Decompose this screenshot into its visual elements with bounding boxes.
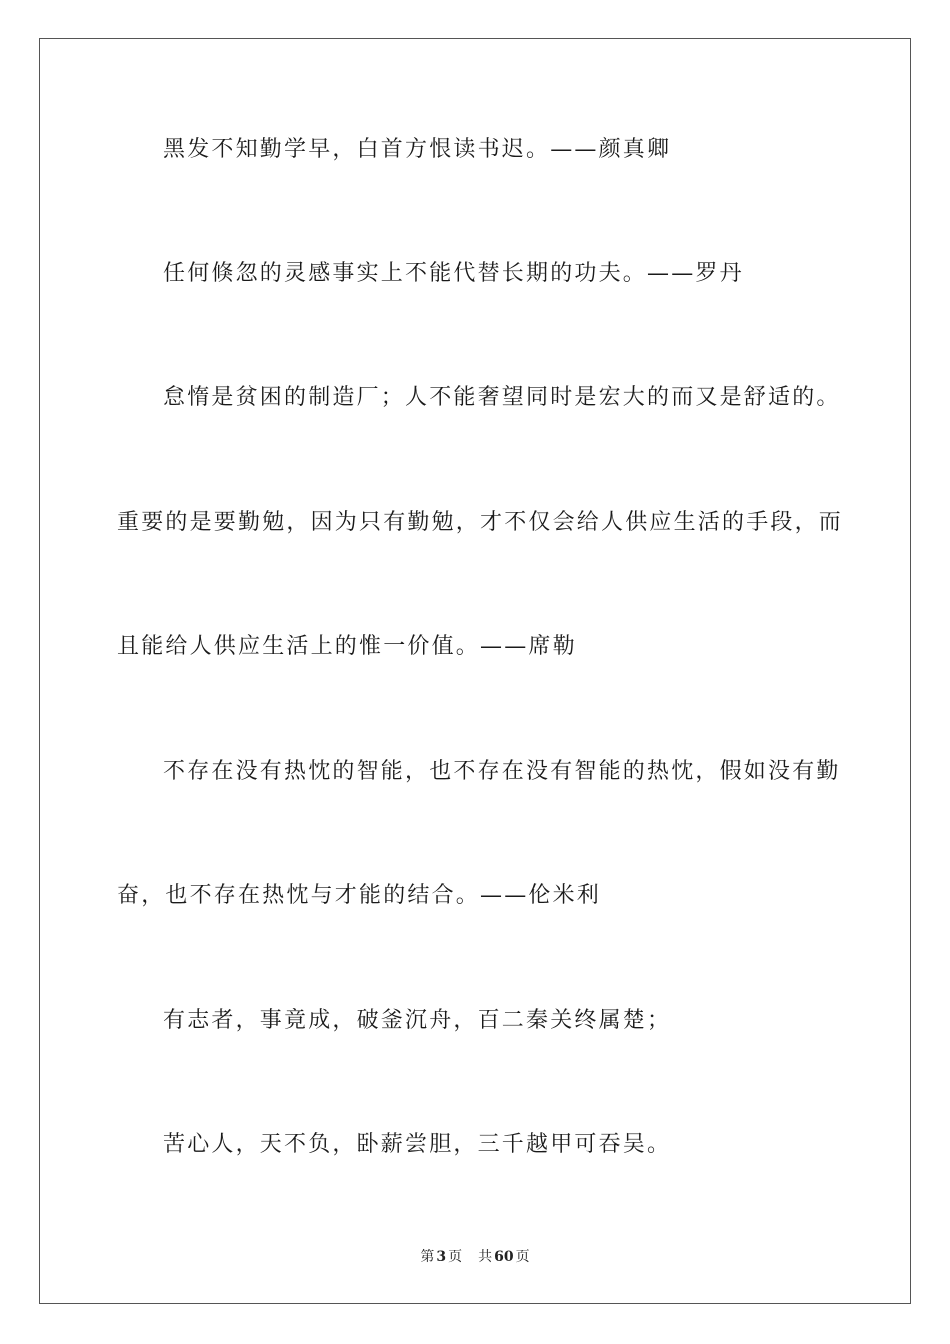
quote-line-8: 有志者，事竟成，破釜沉舟，百二秦关终属楚； [163, 1008, 672, 1033]
total-suffix: 页 [515, 1249, 530, 1265]
quote-line-3: 怠惰是贫困的制造厂；人不能奢望同时是宏大的而又是舒适的。 [163, 385, 841, 410]
quote-line-9: 苦心人，天不负，卧薪尝胆，三千越甲可吞吴。 [163, 1132, 672, 1157]
page-footer [0, 1247, 950, 1267]
quote-line-1: 黑发不知勤学早，白首方恨读书迟。——颜真卿 [163, 137, 672, 162]
total-pages: 60 [494, 1249, 514, 1265]
page-suffix: 页 [448, 1249, 463, 1265]
quote-line-5: 且能给人供应生活上的惟一价值。——席勒 [117, 634, 577, 659]
page-prefix: 第 [420, 1249, 435, 1265]
quote-line-7: 奋，也不存在热忱与才能的结合。——伦米利 [117, 883, 602, 908]
page-border [39, 38, 911, 1304]
total-prefix: 共 [478, 1249, 493, 1265]
page-number: 3 [436, 1249, 447, 1265]
quote-line-4: 重要的是要勤勉，因为只有勤勉，才不仅会给人供应生活的手段，而 [117, 510, 844, 535]
quote-line-6: 不存在没有热忱的智能，也不存在没有智能的热忱，假如没有勤 [163, 759, 841, 784]
quote-line-2: 任何倏忽的灵感事实上不能代替长期的功夫。——罗丹 [163, 261, 744, 286]
